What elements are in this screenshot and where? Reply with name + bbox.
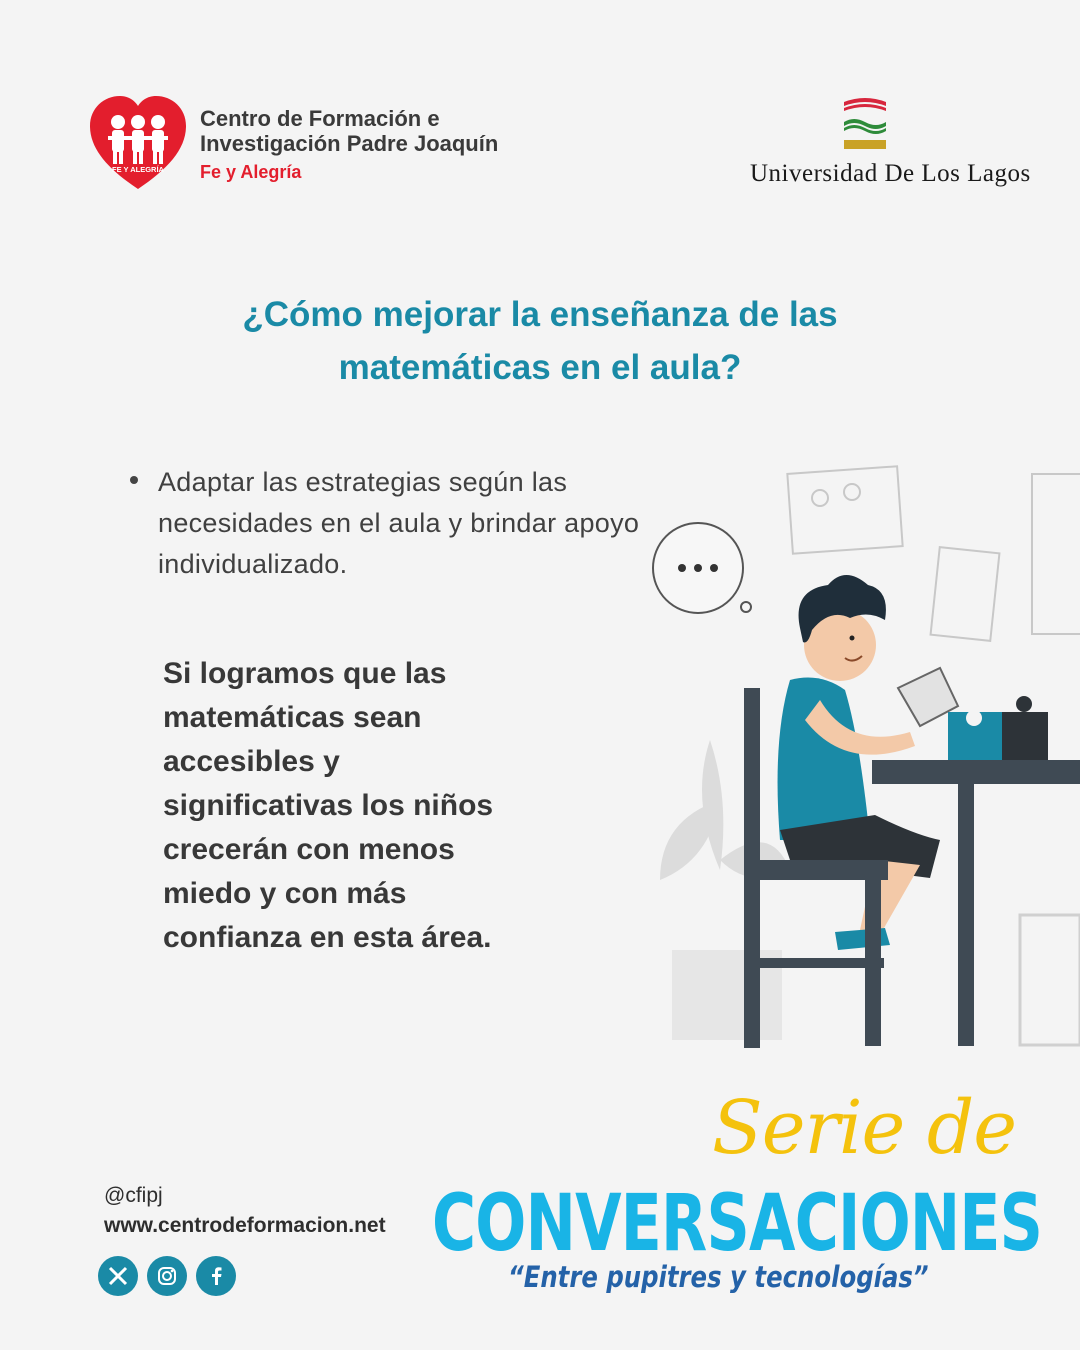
key-statement: Si logramos que las matemáticas sean accesibles y significativas los niños crecerán con menos miedo y con más confianza en esta área. [163,657,494,954]
university-name: Universidad De Los Lagos [750,160,1031,187]
series-title: CONVERSACIONES [432,1179,1043,1269]
bullet-marker [130,476,138,484]
page-title: ¿Cómo mejorar la enseñanza de las matemáticas en el aula? [242,295,838,387]
child-puzzle-illustration [640,440,1080,1060]
org-tagline: Fe y Alegría [200,162,302,182]
website-link[interactable]: www.centrodeformacion.net [104,1214,386,1237]
svg-text:FE Y ALEGRÍA: FE Y ALEGRÍA [112,165,164,174]
series-script: Serie de [712,1085,1017,1171]
series-subtitle: “Entre pupitres y tecnologías” [508,1260,929,1294]
facebook-icon[interactable] [196,1256,236,1296]
social-handle[interactable]: @cfipj [104,1184,163,1207]
list-item: Adaptar las estrategias según las necesidades en el aula y brindar apoyo individualizado. [158,467,640,579]
instagram-icon[interactable] [147,1256,187,1296]
org-name: Centro de Formación e Investigación Padre Joaquín [200,106,499,156]
plant-left [660,740,790,1040]
universidad-de-los-lagos-logo [840,96,890,152]
x-icon[interactable] [98,1256,138,1296]
fe-y-alegria-logo [88,94,188,194]
